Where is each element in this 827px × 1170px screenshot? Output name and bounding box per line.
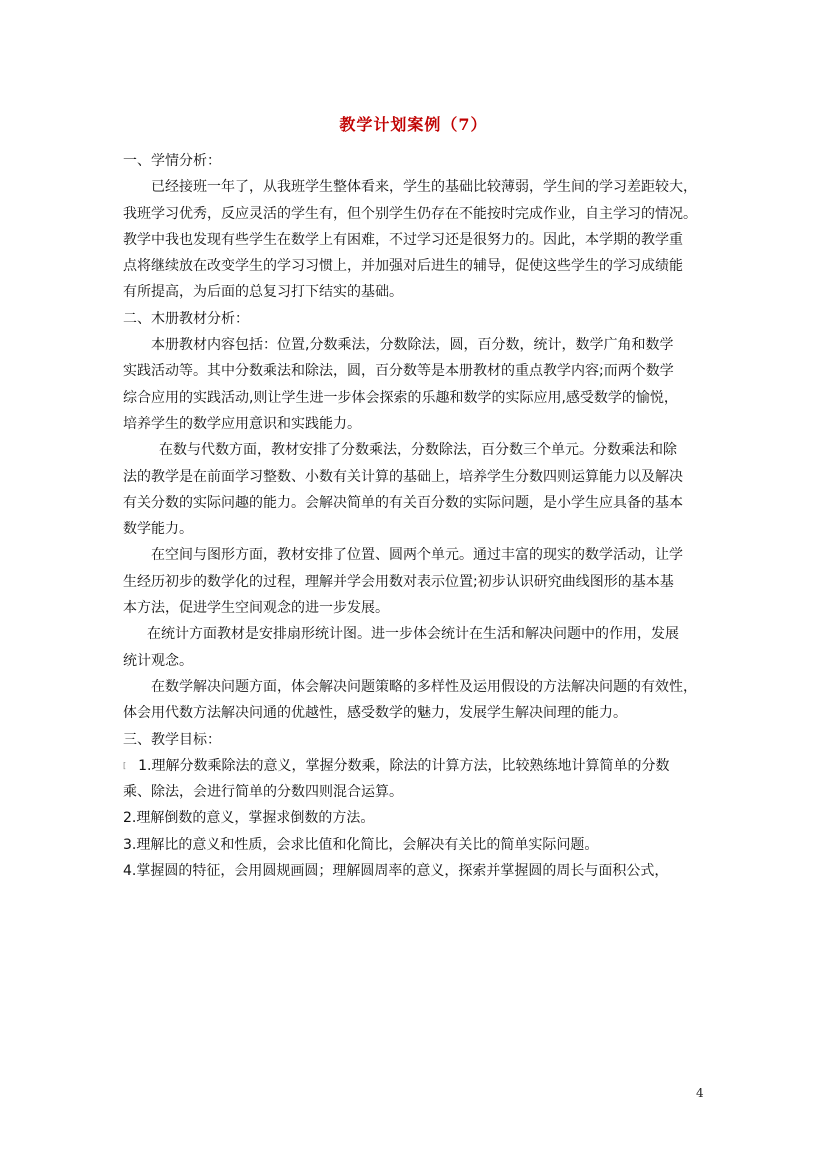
paragraph-line: 我班学习优秀，反应灵活的学生有，但个别学生仍存在不能按时完成作业，自主学习的情况。	[123, 205, 697, 222]
list-item: 3.理解比的意义和性质，会求比值和化简比，会解决有关比的简单实际问题。	[123, 836, 599, 853]
section-heading: 三、教学目标：	[123, 731, 221, 748]
paragraph-line: 有关分数的实际问趣的能力。会解决简单的有关百分数的实际问题，是小学生应具备的基本	[123, 494, 683, 511]
section-heading: 二、木册教材分析：	[123, 310, 249, 327]
paragraph-line: 实践活动等。其中分数乘法和除法，圆，百分数等是本册教材的重点教学内容;而两个数学	[123, 363, 674, 380]
paragraph-line: 在数学解决问题方面，体会解决问题策略的多样性及运用假设的方法解决问题的有效性，	[151, 678, 697, 695]
paragraph-line: 本方法，促进学生空间观念的进一步发展。	[123, 600, 389, 617]
page-number: 4	[696, 1086, 704, 1100]
paragraph-line: 本册教材内容包括：位置,分数乘法，分数除法，圆，百分数，统计，数学广角和数学	[151, 337, 674, 354]
list-item: 4.掌握圆的特征，会用圆规画圆；理解圆周率的意义，探索并掌握圆的周长与面积公式，	[123, 863, 669, 880]
paragraph-line: 在空间与图形方面，教材安排了位置、圆两个单元。通过丰富的现实的数学活动，让学	[151, 547, 683, 564]
section-heading: 一、学情分析：	[123, 153, 221, 169]
paragraph-line: 培养学生的数学应用意识和实践能力。	[123, 415, 361, 432]
paragraph-line: 体会用代数方法解决问通的优越性，感受数学的魅力，发展学生解决间理的能力。	[123, 705, 627, 722]
paragraph-line: 在数与代数方面，教材安排了分数乘法，分数除法，百分数三个单元。分数乘法和除	[159, 442, 677, 459]
list-item	[123, 753, 717, 779]
list-item: 2.理解倒数的意义，掌握求倒数的方法。	[123, 810, 375, 827]
paragraph-line: 生经历初步的数学化的过程，理解并学会用数对表示位置;初步认识研究曲线图形的基本基	[123, 573, 674, 590]
document-title: 教学计划案例（7）	[339, 115, 488, 134]
paragraph-line: 点将继续放在改变学生的学习习惯上，并加强对后进生的辅导，促使这些学生的学习成绩能	[123, 258, 683, 275]
paragraph-line: 教学中我也发现有些学生在数学上有困难，不过学习还是很努力的。因此，本学期的教学重	[123, 231, 683, 248]
paragraph-line: 统计观念。	[123, 652, 193, 669]
paragraph-line: 已经接班一年了，从我班学生整体看来，学生的基础比较薄弱，学生间的学习差距较大，	[151, 179, 697, 196]
paragraph-line: 法的教学是在前面学习整数、小数有关计算的基础上，培养学生分数四则运算能力以及解决	[123, 468, 683, 485]
paragraph-line: 数学能力。	[123, 521, 193, 538]
list-item-text: 1.理解分数乘除法的意义，掌握分数乘，除法的计算方法，比较熟练地计算简单的分数	[138, 757, 670, 774]
paragraph-line: 有所提高，为后面的总复习打下结实的基础。	[123, 284, 403, 301]
list-marker-icon: [	[123, 760, 127, 770]
paragraph-line: 综合应用的实践活动,则让学生进一步体会探索的乐趣和数学的实际应用,感受数学的愉悦，	[123, 389, 678, 406]
document-body	[123, 148, 717, 884]
paragraph-line: 乘、除法，会进行简单的分数四则混合运算。	[123, 784, 403, 801]
paragraph-line: 在统计方面教材是安排扇形统计图。进一步体会统计在生活和解决问题中的作用，发展	[147, 626, 679, 643]
